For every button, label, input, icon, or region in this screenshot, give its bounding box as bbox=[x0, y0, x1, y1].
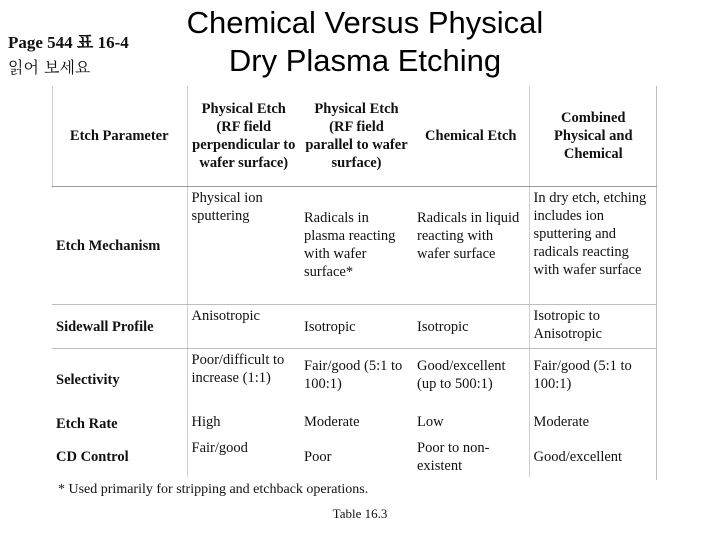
page-reference: Page 544 표 16-4 bbox=[8, 33, 129, 52]
cell: Isotropic to Anisotropic bbox=[529, 305, 657, 349]
read-instruction: 읽어 보세요 bbox=[8, 58, 91, 77]
page-reference-note bbox=[8, 30, 129, 80]
cell: Low bbox=[417, 413, 444, 430]
cell: Moderate bbox=[304, 413, 360, 430]
cell: Radicals in plasma reacting with wafer surface* bbox=[300, 187, 413, 305]
slide-title bbox=[170, 4, 560, 80]
table-row bbox=[52, 305, 657, 349]
table-row bbox=[52, 187, 657, 305]
cell: Physical ion sputtering bbox=[187, 187, 300, 305]
param-etch-rate: Etch Rate bbox=[56, 415, 118, 432]
cell: Poor to non-existent bbox=[417, 439, 490, 474]
title-line-1: Chemical Versus Physical bbox=[186, 5, 544, 40]
cell: Good/excellent bbox=[529, 437, 657, 477]
cell: Anisotropic bbox=[187, 305, 300, 349]
cell: Isotropic bbox=[300, 305, 413, 349]
title-line-2: Dry Plasma Etching bbox=[228, 43, 502, 78]
header-combined: Combined Physical and Chemical bbox=[529, 86, 657, 187]
header-chemical: Chemical Etch bbox=[413, 86, 529, 187]
cell: Fair/good (5:1 to 100:1) bbox=[529, 349, 657, 411]
header-etch-parameter: Etch Parameter bbox=[52, 86, 187, 187]
cell: High bbox=[187, 411, 300, 437]
cell: Poor bbox=[304, 448, 332, 465]
etching-comparison-table bbox=[52, 86, 657, 477]
cell: Fair/good bbox=[187, 437, 300, 477]
cell: Fair/good (5:1 to 100:1) bbox=[304, 358, 403, 392]
cell: Poor/difficult to increase (1:1) bbox=[187, 349, 300, 411]
table-row bbox=[52, 349, 657, 411]
table-row bbox=[52, 411, 657, 437]
param-selectivity: Selectivity bbox=[56, 371, 120, 388]
cell: Moderate bbox=[529, 411, 657, 437]
table-footnote: * Used primarily for stripping and etchback operations. bbox=[58, 482, 369, 497]
header-physical-perpendicular: Physical Etch (RF field perpendicular to wafer surface) bbox=[187, 86, 300, 187]
cell: Radicals in liquid reacting with wafer surface bbox=[413, 187, 529, 305]
table-caption: Table 16.3 bbox=[332, 506, 388, 521]
cell: Isotropic bbox=[413, 305, 529, 349]
param-cd-control: CD Control bbox=[56, 448, 129, 465]
cell: In dry etch, etching includes ion sputtering and radicals reacting with wafer surface bbox=[529, 187, 657, 305]
table-header-row bbox=[52, 86, 657, 187]
cell: Good/excellent (up to 500:1) bbox=[417, 358, 506, 392]
param-sidewall-profile: Sidewall Profile bbox=[52, 305, 187, 349]
table-row bbox=[52, 437, 657, 477]
param-etch-mechanism: Etch Mechanism bbox=[52, 187, 187, 305]
header-physical-parallel: Physical Etch (RF field parallel to wafer surface) bbox=[300, 86, 413, 187]
